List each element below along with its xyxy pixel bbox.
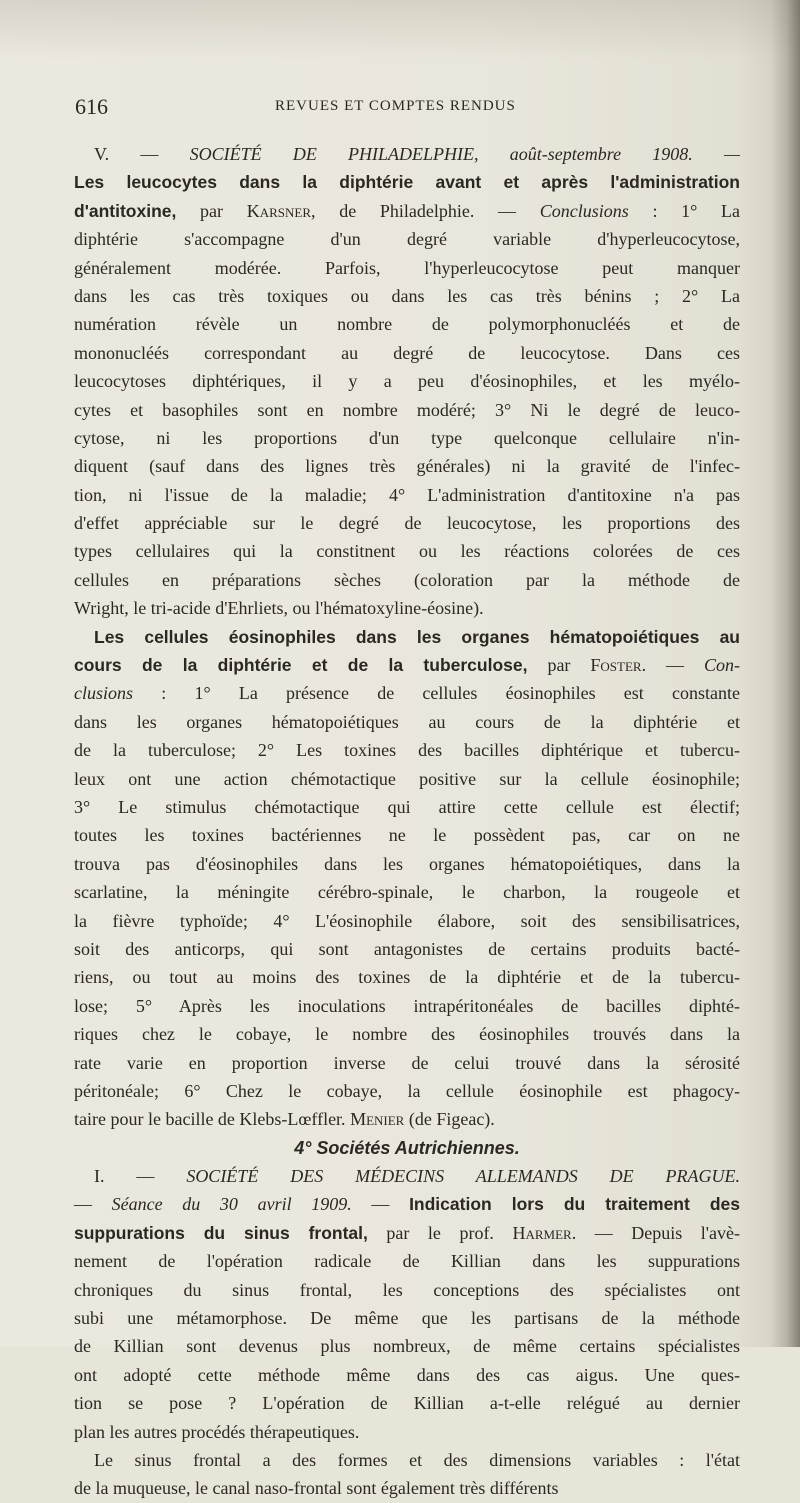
text-run: taire pour le bacille de Klebs-Lœffler. <box>74 1109 351 1130</box>
text-run: scarlatine, la méningite cérébro-spinale, le charbon, la rougeole et <box>74 882 740 903</box>
body-text <box>74 140 740 1503</box>
text-run: trouva pas d'éosinophiles dans les organes hématopoiétiques, dans la <box>74 853 740 874</box>
text-run <box>479 144 510 164</box>
text-run: de la tuberculose; 2° Les toxines des bacilles diphtérique et tubercu- <box>74 740 740 761</box>
text-line <box>74 736 740 764</box>
text-line <box>74 1077 740 1105</box>
text-run: Menier <box>350 1109 405 1130</box>
text-run: la fièvre typhoïde; 4° L'éosinophile élabore, soit des sensibilisatrices, <box>74 910 740 931</box>
text-run: toutes les toxines bactériennes ne le possèdent pas, car on ne <box>74 825 740 846</box>
text-line <box>74 850 740 878</box>
text-run: 4° Sociétés Autrichiennes. <box>294 1137 520 1158</box>
text-run: I. — <box>94 1166 187 1187</box>
text-line <box>74 396 740 424</box>
text-run: leucocytoses diphtériques, il y a peu d'éosinophiles, et les myélo- <box>74 371 740 392</box>
text-run: dans les organes hématopoiétiques au cours de la diphtérie et <box>74 711 740 732</box>
text-run: Con- <box>704 655 741 676</box>
text-run: par <box>176 200 247 221</box>
text-run: cytose, ni les proportions d'un type quelconque cellulaire n'in- <box>74 427 740 448</box>
page-number: 616 <box>75 94 108 119</box>
text-run: : 1° La <box>628 200 741 221</box>
text-run: Les leucocytes dans la diphtérie avant et après l'administration <box>74 172 740 193</box>
text-line <box>74 1361 740 1389</box>
text-line <box>74 1474 740 1502</box>
text-line <box>74 424 740 452</box>
text-run: d'effet appréciable sur le degré de leucocytose, les proportions des <box>74 513 740 534</box>
text-line <box>74 765 740 793</box>
text-run: SOCIÉTÉ DES MÉDECINS ALLEMANDS DE PRAGUE. <box>186 1166 740 1187</box>
text-line <box>74 1276 740 1304</box>
text-run: chroniques du sinus frontal, les conceptions des spécialistes ont <box>74 1279 740 1300</box>
text-run: 3° Le stimulus chémotactique qui attire cette cellule est électif; <box>74 796 740 817</box>
text-run: Karsner <box>246 200 312 221</box>
text-line <box>74 481 740 509</box>
text-run: Conclusions <box>539 200 629 221</box>
text-run: lose; 5° Après les inoculations intrapéritonéales de bacilles diphté- <box>74 995 740 1016</box>
text-run: mononucléés correspondant au degré de leucocytose. Dans ces <box>74 342 740 363</box>
text-line <box>74 1190 740 1218</box>
text-line <box>74 1418 740 1446</box>
text-run: de Killian sont devenus plus nombreux, de même certains spécialistes <box>74 1336 740 1357</box>
text-run: diquent (sauf dans des lignes très générales) ni la gravité de l'infec- <box>74 456 740 477</box>
text-run: SOCIÉTÉ DE PHILADELPHIE, <box>189 144 479 164</box>
text-line <box>74 1162 740 1190</box>
text-run: V. — <box>94 144 190 164</box>
text-line <box>74 1049 740 1077</box>
text-line <box>74 821 740 849</box>
text-line <box>74 282 740 310</box>
text-run: par <box>527 655 591 676</box>
text-run: cellules en préparations sèches (coloration par la méthode de <box>74 569 740 590</box>
text-run: riques chez le cobaye, le nombre des éosinophiles trouvés dans la <box>74 1024 740 1045</box>
text-line <box>74 310 740 338</box>
text-line <box>74 225 740 253</box>
text-line <box>74 367 740 395</box>
text-line <box>74 878 740 906</box>
text-run: dans les cas très toxiques ou dans les cas très bénins ; 2° La <box>74 285 740 306</box>
binding-edge-shadow <box>770 0 800 1347</box>
text-line <box>74 168 740 196</box>
text-run: par le prof. <box>367 1222 513 1243</box>
page-header <box>75 94 740 120</box>
text-line <box>74 708 740 736</box>
text-line <box>74 254 740 282</box>
text-run: leux ont une action chémotactique positive sur la cellule éosinophile; <box>74 768 740 789</box>
text-line <box>74 594 740 622</box>
text-run: ont adopté cette méthode même dans des cas aigus. Une ques- <box>74 1364 740 1385</box>
text-run: Les cellules éosinophiles dans les organes hématopoiétiques au <box>94 626 740 647</box>
text-run: Foster <box>590 655 642 676</box>
text-run: de la muqueuse, le canal naso-frontal sont également très différents <box>74 1478 559 1499</box>
text-line <box>74 623 740 651</box>
text-line <box>74 1247 740 1275</box>
text-run: diphtérie s'accompagne d'un degré variable d'hyperleucocytose, <box>74 229 740 250</box>
text-line <box>74 1446 740 1474</box>
text-run: riens, ou tout au moins des toxines de la diphtérie et de la tubercu- <box>74 967 740 988</box>
text-run: plan les autres procédés thérapeutiques. <box>74 1421 360 1442</box>
text-run: août-septembre 1908. — <box>509 144 741 164</box>
text-line <box>74 1332 740 1360</box>
text-run: généralement modérée. Parfois, l'hyperleucocytose peut manquer <box>74 257 740 278</box>
text-run: Wright, le tri-acide d'Ehrliets, ou l'hématoxyline-éosine). <box>74 598 484 619</box>
text-line <box>74 992 740 1020</box>
text-run: nement de l'opération radicale de Killian dans les suppurations <box>74 1251 740 1272</box>
text-line <box>74 679 740 707</box>
text-line <box>74 1134 740 1162</box>
text-run: péritonéale; 6° Chez le cobaye, la cellule éosinophile est phagocy- <box>74 1080 740 1101</box>
text-line <box>74 907 740 935</box>
text-run: : 1° La présence de cellules éosinophiles est constante <box>133 683 740 704</box>
text-line <box>74 566 740 594</box>
text-line <box>74 509 740 537</box>
text-run: subi une métamorphose. De même que les partisans de la méthode <box>74 1308 740 1329</box>
text-run: cytes et basophiles sont en nombre modéré; 3° Ni le degré de leuco- <box>74 399 740 420</box>
text-line <box>74 339 740 367</box>
text-line <box>74 1219 740 1247</box>
text-run: . — <box>641 655 705 676</box>
text-run: types cellulaires qui la constitnent ou les réactions colorées de ces <box>74 541 740 562</box>
text-run: cours de la diphtérie et de la tuberculose, <box>74 655 528 676</box>
text-run: (de Figeac). <box>404 1109 495 1130</box>
text-run: Séance du 30 avril 1909. <box>111 1194 352 1215</box>
running-head: REVUES ET COMPTES RENDUS <box>275 98 516 114</box>
text-line <box>74 963 740 991</box>
top-shadow <box>0 0 800 60</box>
text-run: Indication lors du traitement des <box>409 1194 741 1215</box>
text-run: , de Philadelphie. — <box>311 200 540 221</box>
text-run: d'antitoxine, <box>74 200 177 221</box>
text-run: Le sinus frontal a des formes et des dimensions variables : l'état <box>94 1449 740 1470</box>
text-line <box>74 452 740 480</box>
text-run: tion se pose ? L'opération de Killian a-t-elle relégué au dernier <box>74 1393 740 1414</box>
text-line <box>74 1020 740 1048</box>
text-line <box>74 1389 740 1417</box>
text-run: tion, ni l'issue de la maladie; 4° L'administration d'antitoxine n'a pas <box>74 484 740 505</box>
text-run: soit des anticorps, qui sont antagonistes de certains produits bacté- <box>74 938 740 959</box>
text-line <box>74 537 740 565</box>
text-run: clusions <box>74 683 134 704</box>
text-run: — <box>74 1194 112 1215</box>
text-line <box>74 793 740 821</box>
text-line <box>74 1105 740 1133</box>
text-run: Harmer <box>512 1222 572 1243</box>
text-line <box>74 140 740 168</box>
text-line <box>74 1304 740 1332</box>
text-line <box>74 197 740 225</box>
text-line <box>74 651 740 679</box>
text-run: rate varie en proportion inverse de celui trouvé dans la sérosité <box>74 1052 740 1073</box>
text-line <box>74 935 740 963</box>
text-run: numération révèle un nombre de polymorphonucléés et de <box>74 314 740 335</box>
text-run: . — Depuis l'avè- <box>571 1222 740 1243</box>
text-run: — <box>351 1194 410 1215</box>
text-run: suppurations du sinus frontal, <box>74 1222 368 1243</box>
